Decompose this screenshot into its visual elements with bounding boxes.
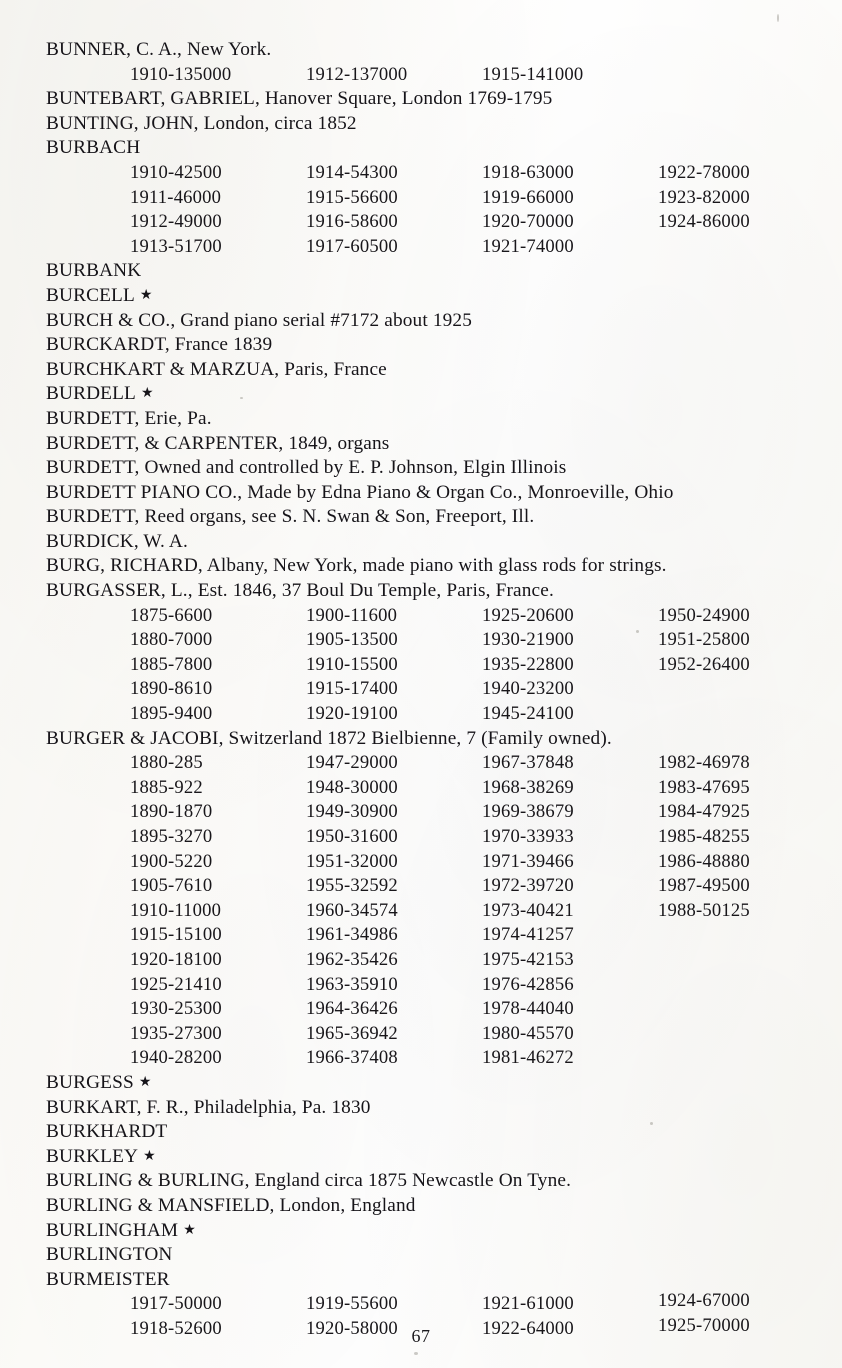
entry-burdett-johnson <box>46 456 816 481</box>
table-row <box>46 1022 816 1047</box>
serial-cell: 1912-137000 <box>306 63 408 85</box>
entry-text: BURLING & BURLING, England circa 1875 Newcastle On Tyne. <box>46 1170 572 1192</box>
table-row <box>46 702 816 727</box>
entry-burdett-carpenter <box>46 432 816 457</box>
serial-cell: 1951-32000 <box>306 850 398 872</box>
page-number: 67 <box>411 1326 431 1346</box>
entry-burgasser <box>46 579 816 604</box>
table-row <box>46 235 816 260</box>
entry-burdett-reed <box>46 505 816 530</box>
table-row <box>46 628 816 653</box>
entry-text: BURLINGHAM <box>46 1219 179 1241</box>
serial-cell: 1910-11000 <box>130 899 222 921</box>
entry-text: BURBANK <box>46 260 142 282</box>
serial-cell: 1974-41257 <box>482 924 574 946</box>
table-row <box>46 923 816 948</box>
serial-cell: 1918-63000 <box>482 161 574 183</box>
entry-burbach <box>46 136 816 161</box>
serial-cell: 1962-35426 <box>306 948 398 970</box>
table-row <box>46 948 816 973</box>
serial-cell: 1915-17400 <box>306 678 398 700</box>
serial-cell: 1967-37848 <box>482 752 574 774</box>
entry-burger-jacobi <box>46 727 816 752</box>
serial-cell: 1920-19100 <box>306 703 398 725</box>
serial-cell: 1948-30000 <box>306 776 398 798</box>
serial-cell: 1910-15500 <box>306 653 398 675</box>
serial-cell: 1880-285 <box>130 752 203 774</box>
serial-cell: 1969-38679 <box>482 801 574 823</box>
entry-burling-burling <box>46 1169 816 1194</box>
star-icon: ★ <box>138 1074 152 1090</box>
serial-cell: 1920-18100 <box>130 948 222 970</box>
serial-cell: 1915-15100 <box>130 924 222 946</box>
serial-cell: 1935-22800 <box>482 653 574 675</box>
serial-cell: 1980-45570 <box>482 1022 574 1044</box>
table-row <box>46 161 816 186</box>
table-row <box>46 776 816 801</box>
entry-text: BURDETT, Erie, Pa. <box>46 407 212 429</box>
serial-cell: 1922-64000 <box>482 1317 574 1339</box>
serial-cell: 1986-48880 <box>658 850 750 872</box>
serial-cell: 1930-25300 <box>130 998 222 1020</box>
entry-text: BURCHKART & MARZUA, Paris, France <box>46 358 387 380</box>
entry-text: BURBACH <box>46 137 141 159</box>
serial-cell: 1913-51700 <box>130 235 222 257</box>
serial-cell: 1925-70000 <box>658 1314 750 1336</box>
entry-burch-co <box>46 309 816 334</box>
star-icon: ★ <box>183 1222 196 1238</box>
table-row <box>46 186 816 211</box>
serial-cell: 1987-49500 <box>658 875 750 897</box>
entry-burkhardt <box>46 1120 816 1145</box>
serial-cell: 1916-58600 <box>306 211 398 233</box>
entry-text: BURDETT, Owned and controlled by E. P. Johnson, Elgin Illinois <box>46 457 567 479</box>
entry-burcell <box>46 284 816 309</box>
serial-cell: 1975-42153 <box>482 948 574 970</box>
star-icon: ★ <box>140 386 154 402</box>
serial-cell: 1972-39720 <box>482 875 574 897</box>
serial-cell: 1875-6600 <box>130 604 213 626</box>
serial-cell: 1982-46978 <box>658 752 750 774</box>
entry-burdett-erie <box>46 407 816 432</box>
entry-burgess <box>46 1071 816 1096</box>
serial-cell: 1921-61000 <box>482 1293 574 1315</box>
serial-cell: 1905-13500 <box>306 629 398 651</box>
serial-cell: 1981-46272 <box>482 1047 574 1069</box>
entry-burdick <box>46 530 816 555</box>
serial-cell: 1949-30900 <box>306 801 398 823</box>
serial-cell: 1970-33933 <box>482 826 574 847</box>
star-icon: ★ <box>143 1148 156 1164</box>
entry-text: BUNTEBART, GABRIEL, Hanover Square, London 1769-1795 <box>46 88 553 110</box>
serial-cell: 1935-27300 <box>130 1022 222 1044</box>
serial-table-burbach <box>46 161 816 259</box>
table-row <box>46 973 816 998</box>
entry-text: BURDELL <box>46 383 136 405</box>
table-row <box>46 800 816 825</box>
serial-cell: 1914-54300 <box>306 161 398 183</box>
serial-cell: 1900-11600 <box>306 604 398 626</box>
entry-text: BURG, RICHARD, Albany, New York, made piano with glass rods for strings. <box>46 555 667 577</box>
serial-cell: 1952-26400 <box>658 653 750 675</box>
entry-burckardt <box>46 333 816 358</box>
entry-burlingham <box>46 1219 816 1244</box>
scan-speck <box>777 14 779 22</box>
serial-table-burgasser <box>46 604 816 727</box>
entry-text: BURMEISTER <box>46 1268 170 1290</box>
serial-table-bunner <box>46 63 816 88</box>
serial-cell: 1922-78000 <box>658 161 750 183</box>
serial-cell: 1911-46000 <box>130 186 222 208</box>
entry-text: BURCKARDT, France 1839 <box>46 334 273 356</box>
serial-cell: 1984-47925 <box>658 801 750 823</box>
serial-cell: 1983-47695 <box>658 776 750 798</box>
serial-cell: 1950-24900 <box>658 604 750 626</box>
star-icon: ★ <box>139 287 153 303</box>
serial-cell: 1945-24100 <box>482 703 574 725</box>
serial-cell: 1910-42500 <box>130 161 222 183</box>
entry-text: BURLING & MANSFIELD, London, England <box>46 1194 416 1216</box>
serial-cell: 1917-60500 <box>306 235 398 257</box>
table-row <box>46 751 816 776</box>
table-row <box>46 997 816 1022</box>
serial-cell: 1915-141000 <box>482 63 584 85</box>
serial-cell: 1910-135000 <box>130 63 232 85</box>
serial-cell: 1905-7610 <box>130 875 213 897</box>
serial-cell: 1921-74000 <box>482 235 574 257</box>
serial-cell: 1915-56600 <box>306 186 398 208</box>
entry-burdell <box>46 382 816 407</box>
serial-cell: 1925-21410 <box>130 973 222 995</box>
table-row <box>46 653 816 678</box>
serial-cell: 1976-42856 <box>482 973 574 995</box>
serial-cell: 1880-7000 <box>130 629 213 651</box>
entry-text: BURDETT PIANO CO., Made by Edna Piano & Organ Co., Monroeville, Ohio <box>46 481 674 503</box>
serial-cell: 1963-35910 <box>306 973 398 995</box>
serial-cell: 1925-20600 <box>482 604 574 626</box>
entry-text: BURKART, F. R., Philadelphia, Pa. 1830 <box>46 1096 371 1118</box>
serial-cell: 1965-36942 <box>306 1022 398 1044</box>
entry-text: BURGASSER, L., Est. 1846, 37 Boul Du Temple, Paris, France. <box>46 580 554 602</box>
table-row <box>46 63 816 88</box>
entry-burkart <box>46 1096 816 1121</box>
serial-cell: 1923-82000 <box>658 186 750 208</box>
entry-text: BURGER & JACOBI, Switzerland 1872 Bielbienne, 7 (Family owned). <box>46 727 612 749</box>
serial-cell: 1968-38269 <box>482 776 574 798</box>
entry-burbank <box>46 259 816 284</box>
serial-cell: 1890-8610 <box>130 678 213 700</box>
table-row <box>46 677 816 702</box>
entry-burg-richard <box>46 554 816 579</box>
table-row <box>46 1046 816 1071</box>
serial-cell: 1920-70000 <box>482 211 574 233</box>
entry-text: BURCELL <box>46 284 135 306</box>
serial-cell: 1988-50125 <box>658 899 750 921</box>
entry-text: BURDETT, Reed organs, see S. N. Swan & Son, Freeport, Ill. <box>46 506 535 528</box>
serial-cell: 1885-922 <box>130 776 203 798</box>
entry-text: BURDETT, & CARPENTER, 1849, organs <box>46 432 390 454</box>
serial-cell: 1966-37408 <box>306 1047 398 1069</box>
serial-cell: 1950-31600 <box>306 826 398 847</box>
entry-text: BURDICK, W. A. <box>46 530 188 552</box>
entry-buntebart <box>46 87 816 112</box>
entry-text: BURKHARDT <box>46 1121 168 1143</box>
serial-cell: 1912-49000 <box>130 211 222 233</box>
serial-cell: 1920-58000 <box>306 1317 398 1339</box>
serial-cell: 1955-32592 <box>306 875 398 897</box>
entry-text: BURKLEY <box>46 1145 139 1167</box>
serial-cell: 1930-21900 <box>482 629 574 651</box>
table-row <box>46 210 816 235</box>
serial-cell: 1940-28200 <box>130 1047 222 1069</box>
serial-cell: 1885-7800 <box>130 653 213 675</box>
table-row <box>46 825 816 850</box>
table-row <box>46 850 816 875</box>
entry-burling-mansfield <box>46 1194 816 1219</box>
entry-text: BURGESS <box>46 1071 134 1093</box>
serial-table-burger-jacobi <box>46 751 816 1071</box>
serial-cell: 1919-55600 <box>306 1293 398 1315</box>
entry-text: BUNNER, C. A., New York. <box>46 39 272 60</box>
page-body <box>46 38 816 1341</box>
serial-cell: 1961-34986 <box>306 924 398 946</box>
serial-cell: 1900-5220 <box>130 850 213 872</box>
serial-cell: 1985-48255 <box>658 826 750 847</box>
table-row <box>46 874 816 899</box>
entry-burdett-piano-co <box>46 481 816 506</box>
entry-burkley <box>46 1145 816 1170</box>
serial-cell: 1919-66000 <box>482 186 574 208</box>
serial-cell: 1890-1870 <box>130 801 213 823</box>
entry-burchkart-marzua <box>46 358 816 383</box>
serial-cell: 1964-36426 <box>306 998 398 1020</box>
serial-cell: 1895-3270 <box>130 826 213 847</box>
table-row <box>46 604 816 629</box>
serial-cell: 1917-50000 <box>130 1293 222 1315</box>
serial-cell: 1918-52600 <box>130 1317 222 1339</box>
entry-burlington <box>46 1243 816 1268</box>
entry-bunting <box>46 112 816 137</box>
serial-cell: 1895-9400 <box>130 703 213 725</box>
entry-bunner <box>46 38 816 63</box>
serial-cell: 1924-67000 <box>658 1290 750 1312</box>
entry-text: BURLINGTON <box>46 1244 173 1266</box>
serial-cell: 1971-39466 <box>482 850 574 872</box>
scan-speck <box>414 1352 418 1355</box>
serial-cell: 1947-29000 <box>306 752 398 774</box>
table-row <box>46 899 816 924</box>
entry-text: BUNTING, JOHN, London, circa 1852 <box>46 112 357 134</box>
serial-cell: 1924-86000 <box>658 211 750 233</box>
serial-cell: 1940-23200 <box>482 678 574 700</box>
serial-cell: 1973-40421 <box>482 899 574 921</box>
entry-text: BURCH & CO., Grand piano serial #7172 about 1925 <box>46 309 472 331</box>
serial-cell: 1951-25800 <box>658 629 750 651</box>
serial-cell: 1960-34574 <box>306 899 398 921</box>
serial-cell: 1978-44040 <box>482 998 574 1020</box>
